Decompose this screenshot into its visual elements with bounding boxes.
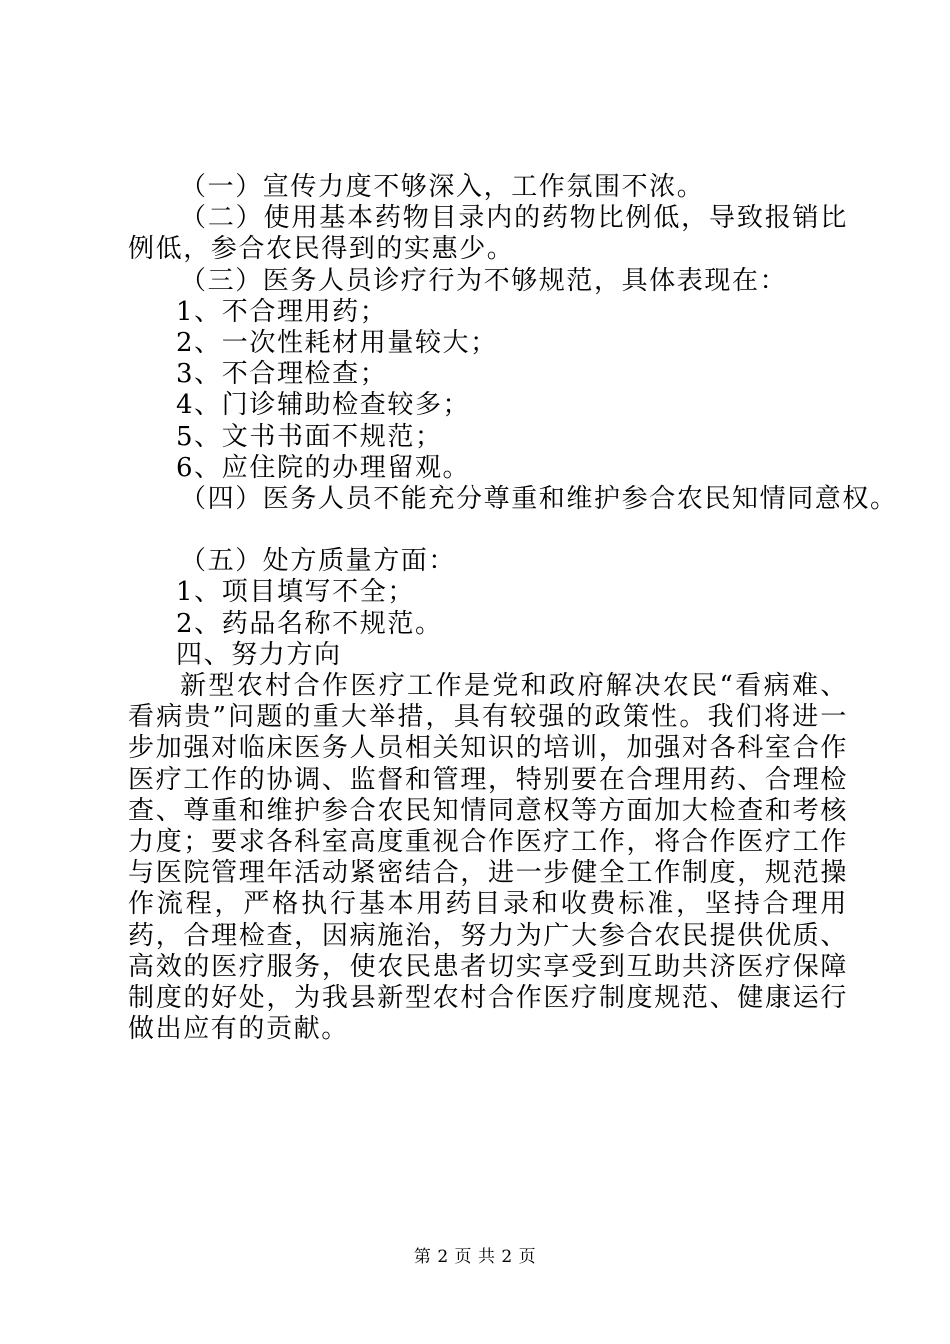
chapter-heading: 四、努力方向 [176, 639, 342, 670]
list-item: 6、应住院的办理留观。 [176, 452, 471, 483]
list-item: 1、项目填写不全； [176, 577, 415, 608]
section-heading-3: （三）医务人员诊疗行为不够规范，具体表现在： [180, 265, 788, 296]
blank-line [128, 515, 848, 546]
list-item: 5、文书书面不规范； [176, 421, 443, 452]
page-footer: 第 2 页 共 2 页 [413, 1247, 537, 1267]
list-item: 2、药品名称不规范。 [176, 608, 443, 639]
section-heading-1: （一）宣传力度不够深入，工作氛围不浓。 [180, 172, 705, 202]
section-heading-5: （五）处方质量方面： [180, 546, 457, 577]
document-body [128, 172, 898, 1045]
section-heading-4: （四）医务人员不能充分尊重和维护参合农民知情同意权。 [180, 483, 898, 514]
list-item: 3、不合理检查； [176, 359, 388, 390]
list-item: 2、一次性耗材用量较大； [176, 327, 498, 358]
list-item: 4、门诊辅助检查较多； [176, 390, 471, 421]
list-item: 1、不合理用药； [176, 296, 388, 327]
body-paragraph: 新型农村合作医疗工作是党和政府解决农民“看病难、看病贵”问题的重大举措，具有较强的政策性。我们将进一步加强对临床医务人员相关知识的培训，加强对各科室合作医疗工作的协调、监督和管理，特别要在合理用药、合理检查、尊重和维护参合农民知情同意权等方面加大检查和考核力度；要求各科室高度重视合作医疗工作，将合作医疗工作与医院管理年活动紧密结合，进一步健全工作制度，规范操作流程，严格执行基本用药目录和收费标准，坚持合理用药，合理检查，因病施治，努力为广大参合农民提供优质、高效的医疗服务，使农民患者切实享受到互助共济医疗保障制度的好处，为我县新型农村合作医疗制度规范、健康运行做出应有的贡献。 [128, 671, 848, 1045]
section-heading-2: （二）使用基本药物目录内的药物比例低，导致报销比例低，参合农民得到的实惠少。 [128, 203, 848, 265]
